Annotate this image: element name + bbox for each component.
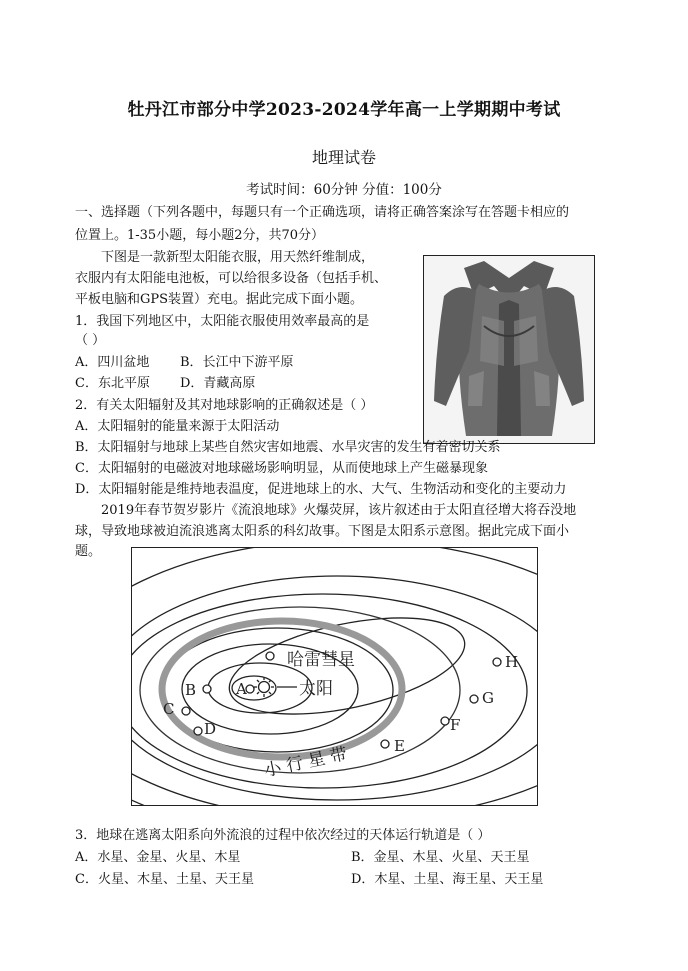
- asteroid-belt-label: 小 行 星 带: [262, 744, 350, 782]
- section-heading-line2: 位置上。1-35小题，每小题2分，共70分）: [75, 228, 325, 243]
- planet-label-c: C: [163, 700, 175, 718]
- q3-option-a: A．水星、金星、火星、木星: [75, 850, 241, 865]
- comet-label: 哈雷彗星: [287, 650, 355, 670]
- planet-label-h: H: [505, 653, 519, 671]
- exam-title: 牡丹江市部分中学2023-2024学年高一上学期期中考试: [127, 100, 561, 120]
- planet-e-dot: [381, 740, 389, 748]
- planet-label-g: G: [482, 689, 494, 707]
- q2-option-b: B．太阳辐射与地球上某些自然灾害如地震、水旱灾害的发生有着密切关系: [75, 440, 501, 455]
- planet-h-dot: [493, 658, 501, 666]
- solar-system-diagram: [131, 547, 538, 806]
- planet-d-dot: [194, 727, 202, 735]
- exam-meta: 考试时间：60分钟 分值：100分: [246, 182, 442, 198]
- q3-option-d: D．木星、土星、海王星、天王星: [351, 872, 544, 887]
- q2-option-d: D．太阳辐射能是维持地表温度，促进地球上的水、大气、生物活动和变化的主要动力: [75, 482, 567, 497]
- q2-stem: 2．有关太阳辐射及其对地球影响的正确叙述是（ ）: [75, 398, 374, 413]
- q3-option-c: C．火星、木星、土星、天王星: [75, 872, 254, 887]
- intro1-line2: 衣服内有太阳能电池板，可以给很多设备（包括手机、: [75, 271, 388, 286]
- q2-option-c: C．太阳辐射的电磁波对地球磁场影响明显，从而使地球上产生磁暴现象: [75, 461, 488, 476]
- planet-label-a: A: [236, 680, 247, 698]
- sun-label: 太阳: [299, 679, 333, 699]
- intro1-line3: 平板电脑和GPS装置）充电。据此完成下面小题。: [75, 292, 364, 307]
- comet-dot: [266, 652, 274, 660]
- q1-paren: （ ）: [75, 333, 106, 348]
- planet-a-dot: [246, 685, 254, 693]
- q1-option-d: D．青藏高原: [180, 376, 256, 391]
- q3-option-b: B．金星、木星、火星、天王星: [351, 850, 530, 865]
- q3-stem: 3．地球在逃离太阳系向外流浪的过程中依次经过的天体运行轨道是（ ）: [75, 828, 491, 843]
- solar-clothing-photo: [423, 255, 595, 444]
- q1-option-a: A．四川盆地: [75, 355, 150, 370]
- q1-stem: 1．我国下列地区中，太阳能衣服使用效率最高的是: [75, 314, 370, 329]
- planet-c-dot: [182, 707, 190, 715]
- section-heading-line1: 一、选择题（下列各题中，每题只有一个正确选项，请将正确答案涂写在答题卡相应的: [75, 205, 570, 220]
- intro2-line1: 2019年春节贺岁影片《流浪地球》火爆荧屏，该片叙述由于太阳直径增大将吞没地: [101, 503, 577, 518]
- planet-label-b: B: [185, 681, 197, 699]
- intro1-line1: 下图是一款新型太阳能衣服，用天然纤维制成，: [101, 250, 375, 265]
- exam-subtitle: 地理试卷: [311, 148, 376, 167]
- q1-option-c: C．东北平原: [75, 376, 150, 391]
- planet-f-dot: [441, 717, 449, 725]
- intro2-line2: 球，导致地球被迫流浪逃离太阳系的科幻故事。下图是太阳系示意图。据此完成下面小: [75, 524, 570, 539]
- intro2-line3: 题。: [75, 544, 102, 559]
- q1-option-b: B．长江中下游平原: [180, 355, 294, 370]
- planet-b-dot: [203, 685, 211, 693]
- belt-ring: [162, 621, 402, 757]
- planet-label-f: F: [450, 716, 461, 734]
- q2-option-a: A．太阳辐射的能量来源于太阳活动: [75, 419, 280, 434]
- sun-icon: [254, 677, 274, 697]
- planet-label-e: E: [394, 737, 405, 755]
- planet-label-d: D: [204, 720, 217, 738]
- planet-g-dot: [470, 695, 478, 703]
